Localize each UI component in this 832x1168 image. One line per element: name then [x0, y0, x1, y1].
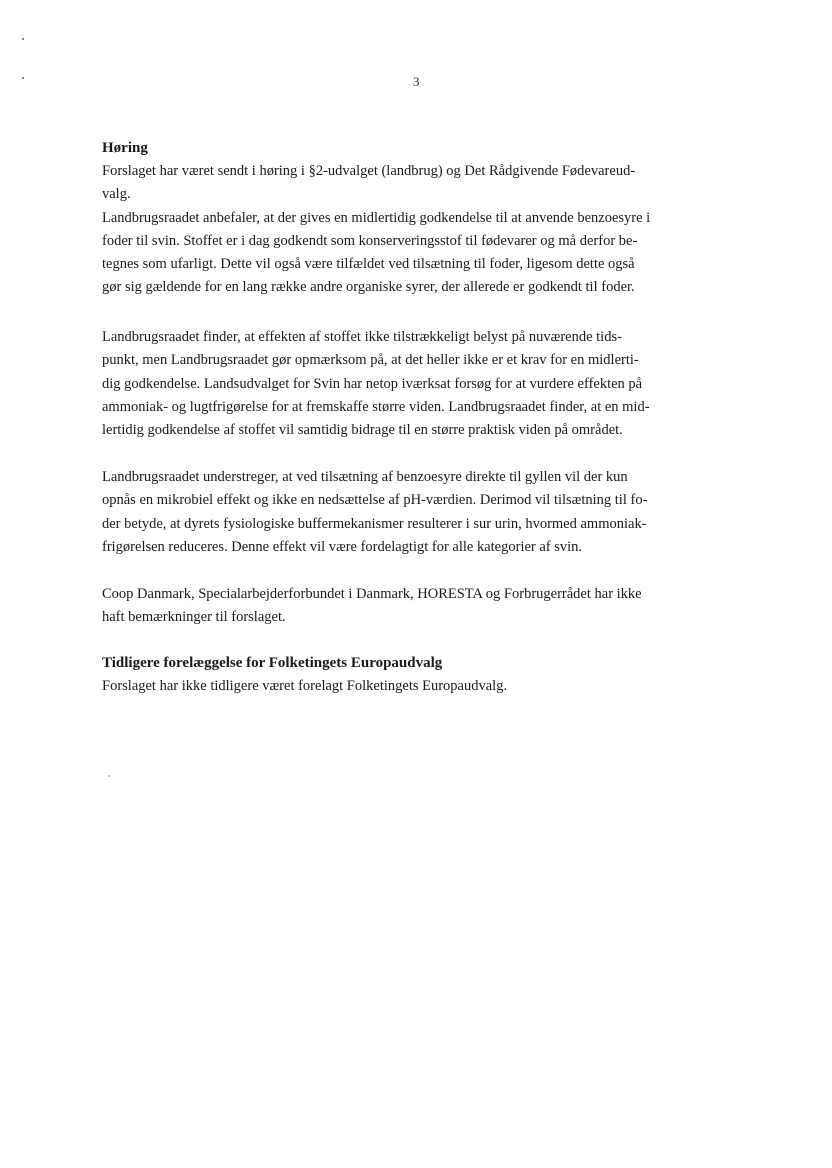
paragraph-line: frigørelsen reduceres. Denne effekt vil være fordelagtigt for alle kategorier af svin. — [102, 538, 583, 555]
paragraph-line: Forslaget har ikke tidligere været forelagt Folketingets Europaudvalg. — [102, 678, 508, 694]
paragraph-line: Coop Danmark, Specialarbejderforbundet i Danmark, HORESTA og Forbrugerrådet har ikke — [102, 586, 642, 602]
scan-speck — [22, 77, 24, 79]
paragraph-line: foder til svin. Stoffet er i dag godkendt som konserveringsstof til fødevarer og må derfor be- — [102, 232, 638, 249]
paragraph-line: tegnes som ufarligt. Dette vil også være tilfældet ved tilsætning til foder, ligesom dette også — [102, 256, 635, 273]
section-paragraph-no-comments — [102, 583, 742, 630]
section-europaudvalg — [102, 652, 742, 698]
paragraph-line: valg. — [102, 186, 131, 203]
paragraph-line: Forslaget har været sendt i høring i §2-udvalget (landbrug) og Det Rådgivende Fødevareud- — [102, 163, 636, 179]
section-hoering — [102, 137, 742, 300]
paragraph-line: der betyde, at dyrets fysiologiske buffermekanismer resulterer i sur urin, hvormed ammoniak- — [102, 515, 647, 532]
section-paragraph-effect — [102, 326, 742, 442]
paragraph-line: opnås en mikrobiel effekt og ikke en nedsættelse af pH-værdien. Derimod vil tilsætning til fo- — [102, 492, 648, 509]
paragraph-line: Landbrugsraadet finder, at effekten af stoffet ikke tilstrækkeligt belyst på nuværende tids- — [102, 329, 622, 345]
paragraph-line: Landbrugsraadet understreger, at ved tilsætning af benzoesyre direkte til gyllen vil der kun — [102, 469, 628, 485]
paragraph-line: punkt, men Landbrugsraadet gør opmærksom på, at det heller ikke er et krav for en midlerti- — [102, 352, 639, 369]
scan-speck — [108, 775, 110, 777]
paragraph-line: ammoniak- og lugtfrigørelse for at fremskaffe større viden. Landbrugsraadet finder, at en mid- — [102, 398, 650, 415]
paragraph-line: lertidig godkendelse af stoffet vil samtidig bidrage til en større praktisk viden på området. — [102, 422, 623, 439]
scan-speck — [22, 38, 24, 40]
paragraph-line: gør sig gældende for en lang række andre organiske syrer, der allerede er godkendt til foder. — [102, 279, 635, 296]
section-heading: Tidligere forelæggelse for Folketingets Europaudvalg — [102, 655, 443, 671]
paragraph-line: dig godkendelse. Landsudvalget for Svin har netop iværksat forsøg for at vurdere effekten på — [102, 375, 643, 392]
paragraph-line: haft bemærkninger til forslaget. — [102, 609, 286, 626]
section-heading: Høring — [102, 140, 148, 156]
page-number: 3 — [413, 74, 420, 89]
section-paragraph-slurry — [102, 466, 742, 559]
paragraph-line: Landbrugsraadet anbefaler, at der gives en midlertidig godkendelse til at anvende benzoesyre i — [102, 209, 651, 226]
